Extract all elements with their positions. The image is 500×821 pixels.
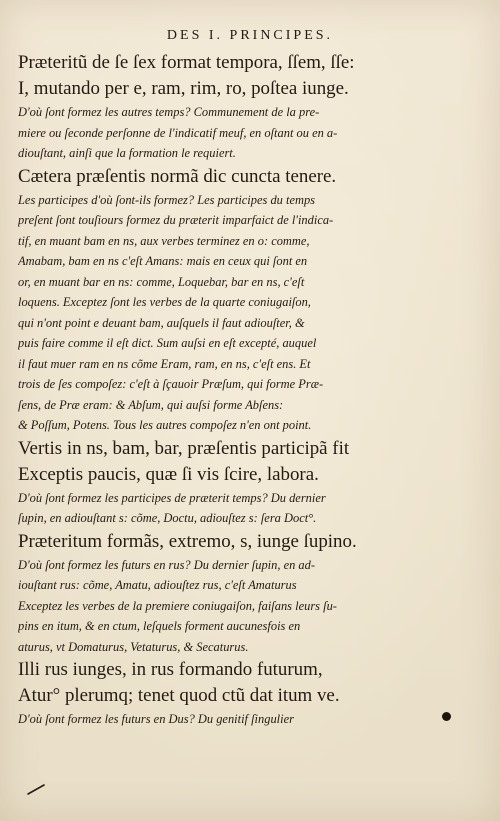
commentary-line: ſupin, en adiouſtant s: cõme, Doctu, adiouſtez s: ſera Doct°. xyxy=(18,511,317,525)
commentary-line: Amabam, bam en ns c'eſt Amans: mais en ceux qui ſont en xyxy=(18,254,308,268)
verse-line: Præteritum formãs, extremo, s, iunge ſupino. xyxy=(18,530,357,552)
commentary-line: miere ou ſeconde perſonne de l'indicatif meuf, en oſtant ou en a- xyxy=(18,125,338,140)
commentary-line: Exceptez les verbes de la premiere coniugaiſon, faiſans leurs ſu- xyxy=(18,598,337,613)
commentary-line: Les participes d'où ſont-ils formez? Les participes du temps xyxy=(18,192,316,207)
commentary-line: ſens, de Præ eram: & Abſum, qui auſsi forme Abſens: xyxy=(18,397,284,412)
commentary-line: D'où ſont formez les participes de præterit temps? Du dernier xyxy=(18,490,326,505)
verse-line: Exceptis paucis, quæ ſi vis ſcire, labora. xyxy=(18,463,319,485)
verse-line: Vertis in ns, bam, bar, præſentis participã fit xyxy=(18,437,350,459)
pen-mark xyxy=(26,782,48,796)
commentary-line: qui n'ont point e deuant bam, auſquels il faut adiouſter, & xyxy=(18,315,305,330)
commentary-line: diouſtant, ainſi que la formation le requiert. xyxy=(18,146,236,160)
commentary-line: puis faire comme il eſt dict. Sum auſsi en eſt excepté, auquel xyxy=(18,336,317,350)
commentary-line: tif, en muant bam en ns, aux verbes terminez en o: comme, xyxy=(18,233,310,248)
commentary-line: preſent ſont touſiours formez du præterit imparfaict de l'indica- xyxy=(18,213,334,227)
commentary-line: D'où ſont formez les autres temps? Communement de la pre- xyxy=(18,105,320,119)
commentary-line: loquens. Exceptez ſont les verbes de la quarte coniugaiſon, xyxy=(18,295,311,309)
marginal-dot xyxy=(442,712,451,721)
commentary-line: il faut muer ram en ns cõme Eram, ram, en ns, c'eſt ens. Et xyxy=(18,356,311,371)
running-head: DES I. PRINCIPES. xyxy=(166,28,334,43)
commentary-line: & Poſſum, Potens. Tous les autres compoſez n'en ont point. xyxy=(18,418,312,432)
verse-line: Cætera præſentis normã dic cuncta tenere. xyxy=(18,165,337,187)
commentary-line: D'où ſont formez les futurs en rus? Du dernier ſupin, en ad- xyxy=(18,557,315,572)
commentary-line: or, en muant bar en ns: comme, Loquebar, bar en ns, c'eſt xyxy=(18,274,305,289)
verse-line: Illi rus iunges, in rus formando futurum, xyxy=(18,659,323,680)
text-block xyxy=(18,50,438,730)
verse-line: Atur° plerumq; tenet quod ctũ dat itum ve. xyxy=(18,685,340,706)
verse-line: I, mutando per e, ram, rim, ro, poſtea iunge. xyxy=(18,78,349,99)
commentary-line: pins en itum, & en ctum, leſquels forment aucunesfois en xyxy=(18,619,301,633)
commentary-line: trois de ſes compoſez: c'eſt à ſçauoir Præſum, qui forme Præ- xyxy=(18,377,324,391)
verse-line: Præteritũ de ſe ſex format tempora, ſſem, ſſe: xyxy=(18,52,355,73)
commentary-line: D'où ſont formez les futurs en Dus? Du genitif ſingulier xyxy=(18,712,294,726)
commentary-line: iouſtant rus: cõme, Amatu, adiouſtez rus, c'eſt Amaturus xyxy=(18,578,297,592)
commentary-line: aturus, vt Domaturus, Vetaturus, & Secaturus. xyxy=(18,639,249,654)
